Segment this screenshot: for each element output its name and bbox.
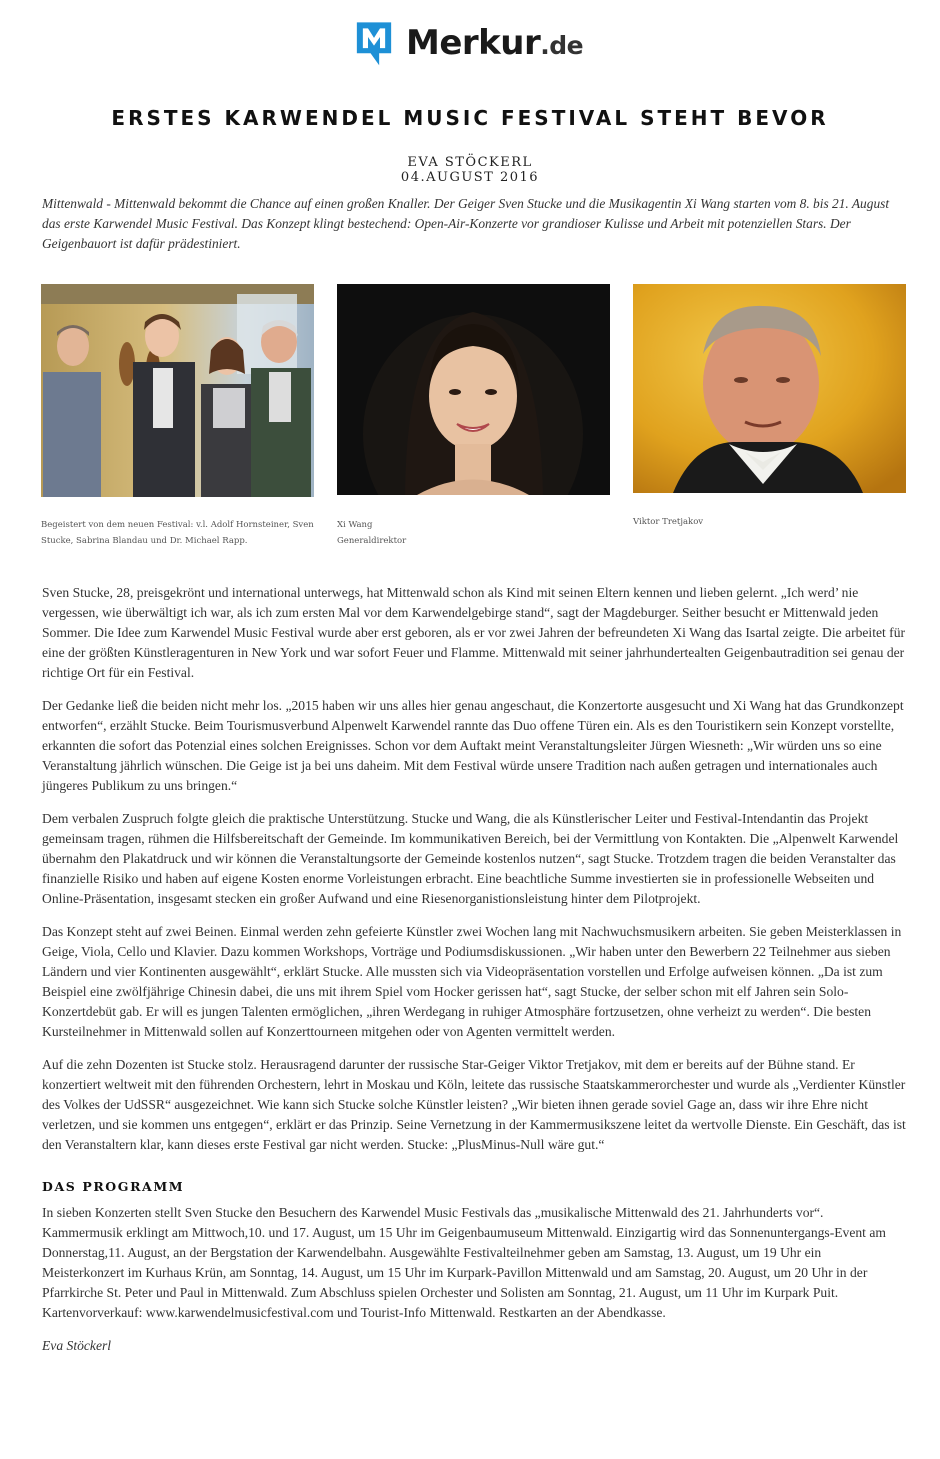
merkur-logo-icon [350,19,398,67]
article-body [42,583,906,1369]
photo-group[interactable] [41,284,314,497]
photo-xi-wang-caption-name: Xi Wang [337,520,373,530]
photo-viktor-tretjakov-image [633,284,906,493]
article-paragraph: Sven Stucke, 28, preisgekrönt und international unterwegs, hat Mittenwald schon als Kind mit seinen Eltern kennen und lieben gelernt. „Ich werd’ nie vergessen, wie überwältigt ich war, als ich zum ersten Mal vor dem Karwendelgebirge stand“, sagt der Magdeburger. Seither besucht er Mittenwald jeden Sommer. Die Idee zum Karwendel Music Festival wurde aber erst geboren, als er vor zwei Jahren der befreundeten Xi Wang das Isartal zeigte. Die arbeitet für eine der größten Künstleragenturen in New York und war sofort Feuer und Flamme. Mittenwald mit seiner jahrhundertealten Geigenbautradition sei genau der richtige Ort für ein Festival. [42,585,906,680]
section-heading-programm: DAS PROGRAMM [42,1179,185,1194]
article-paragraph: Auf die zehn Dozenten ist Stucke stolz. Herausragend darunter der russische Star-Geiger Viktor Tretjakov, mit dem er bereits auf der Bühne stand. Er konzertiert weltweit mit den führenden Orchestern, lehrt in Moskau und Köln, leitete das russische Staatskammerorchester und wurde als „Verdienter Künstler des Volkes der UdSSR“ ausgezeichnet. Wie kann sich Stucke solche Künstler leisten? „Wir bieten ihnen gerade soviel Gage an, dass wir ihre Ehre nicht verletzen, und sie kommen uns entgegen“, erklärt er das Prinzip. Seine Vernetzung in der Kammermusikszene leitet da wertvolle Dienste. Ein Geschäft, das ist den Veranstaltern klar, kann dieses erste Festival gar nicht werden. Stucke: „PlusMinus-Null wäre gut.“ [42,1057,906,1152]
article-paragraph: Das Konzept steht auf zwei Beinen. Einmal werden zehn gefeierte Künstler zwei Wochen lang mit Nachwuchsmusikern arbeiten. Sie geben Meisterklassen in Geige, Viola, Cello und Klavier. Dazu kommen Workshops, Vorträge und Podiumsdiskussionen. „Wir haben unter den Bewerbern 22 Teilnehmer aus sieben Ländern und vier Kontinenten ausgewählt“, erklärt Stucke. Alle mussten sich via Videopräsentation vorstellen und Erfolge aufweisen können. „Da ist zum Beispiel eine zwölfjährige Chinesin dabei, die uns mit ihrem Spiel vom Hocker gerissen hat“, sagt Stucke, der selber schon mit elf Jahren sein Solo-Konzertdebüt gab. Er will es jungen Talenten ermöglichen, „ihren Werdegang in ruhiger Atmosphäre fortzusetzen, ohne verheizt zu werden“. Die besten Kursteilnehmer in Mittenwald sollen auf Konzerttourneen mitgehen oder von Agenten vermittelt werden. [42,924,902,1039]
photo-group-caption: Begeistert von dem neuen Festival: v.l. Adolf Hornsteiner, Sven Stucke, Sabrina Blandau und Dr. Michael Rapp. [41,520,314,546]
photo-xi-wang-caption [337,517,610,549]
merkur-logo-text: Merkur.de [406,23,584,63]
photo-group-image [41,284,314,497]
photo-xi-wang-caption-role: Generaldirektor [337,536,407,546]
merkur-logo[interactable] [350,14,583,72]
photo-viktor-tretjakov-caption: Viktor Tretjakov [633,517,704,527]
article-author: EVA STÖCKERL [407,155,533,170]
article-byline [0,155,940,185]
article-paragraph: Der Gedanke ließ die beiden nicht mehr los. „2015 haben wir uns alles hier genau angeschaut, die Konzertorte ausgesucht und Xi Wang hat das Grundkonzept entworfen“, erzählt Stucke. Beim Tourismusverbund Alpenwelt Karwendel rannte das Duo offene Türen ein. Als es den Touristikern sein Konzept vorstellte, erkannten die sofort das Potenzial eines solchen Ereignisses. Schon vor dem Auftakt meint Veranstaltungsleiter Jürgen Wiesneth: „Wir würden uns so eine Veranstaltung jährlich wünschen. Die Geige ist ja bei uns daheim. Mit dem Festival würde unsere Tradition nach außen getragen und internationales auch jüngeres Publikum zu uns bringen.“ [42,698,904,793]
article-paragraph: Dem verbalen Zuspruch folgte gleich die praktische Unterstützung. Stucke und Wang, die als Künstlerischer Leiter und Festival-Intendantin das Projekt gemeinsam tragen, rühmen die Hilfsbereitschaft der Gemeinde. Im kommunikativen Bereich, bei der Vermittlung von Kontakten. Die „Alpenwelt Karwendel übernahm den Plakatdruck und wir können die Veranstaltungsorte der Gemeinde kostenlos nutzen“, sagt Stucke. Trotzdem tragen die beiden Veranstalter das finanzielle Risiko und haben auf eigene Kosten enorme Vorleistungen erbracht. Eine beachtliche Summe investierten sie in professionelle Webseiten und Online-Präsentation, insgesamt stecken ein großer Aufwand und eine Riesenorganistionsleistung hinter dem Pilotprojekt. [42,811,899,906]
article-date: 04.AUGUST 2016 [400,170,540,185]
photo-xi-wang-image [337,284,610,495]
article-lead: Mittenwald - Mittenwald bekommt die Chance auf einen großen Knaller. Der Geiger Sven Stucke und die Musikagentin Xi Wang starten vom 8. bis 21. August das erste Karwendel Music Festival. Das Konzept klingt bestechend: Open-Air-Konzerte vor grandioser Kulisse und Arbeit mit potenziellen Stars. Der Geigenbauort ist dafür prädestiniert. [42,196,890,251]
article-signature: Eva Stöckerl [42,1338,112,1353]
photo-viktor-tretjakov[interactable] [633,284,906,493]
article-title: ERSTES KARWENDEL MUSIC FESTIVAL STEHT BEVOR [111,106,829,130]
photo-xi-wang[interactable] [337,284,610,495]
article-paragraph-programm: In sieben Konzerten stellt Sven Stucke den Besuchern des Karwendel Music Festivals das „musikalische Mittenwald des 21. Jahrhunderts vor“. Kammermusik erklingt am Mittwoch,10. und 17. August, um 15 Uhr im Geigenbaumuseum Mittenwald. Einzigartig wird das Sonnenuntergangs-Event am Donnerstag,11. August, an der Bergstation der Karwendelbahn. Ausgewählte Festivalteilnehmer geben am Samstag, 13. August, um 19 Uhr ein Meisterkonzert im Kurhaus Krün, am Sonntag, 14. August, um 15 Uhr im Kurpark-Pavillon Mittenwald und am Samstag, 20. August, um 20 Uhr in der Pfarrkirche St. Peter und Paul in Mittenwald. Zum Abschluss spielen Orchester und Solisten am Sonntag, 21. August, um 11 Uhr im Kurpark Puit. Kartenvorverkauf: www.karwendelmusicfestival.com und Tourist-Info Mittenwald. Restkarten an der Abendkasse. [42,1205,886,1320]
